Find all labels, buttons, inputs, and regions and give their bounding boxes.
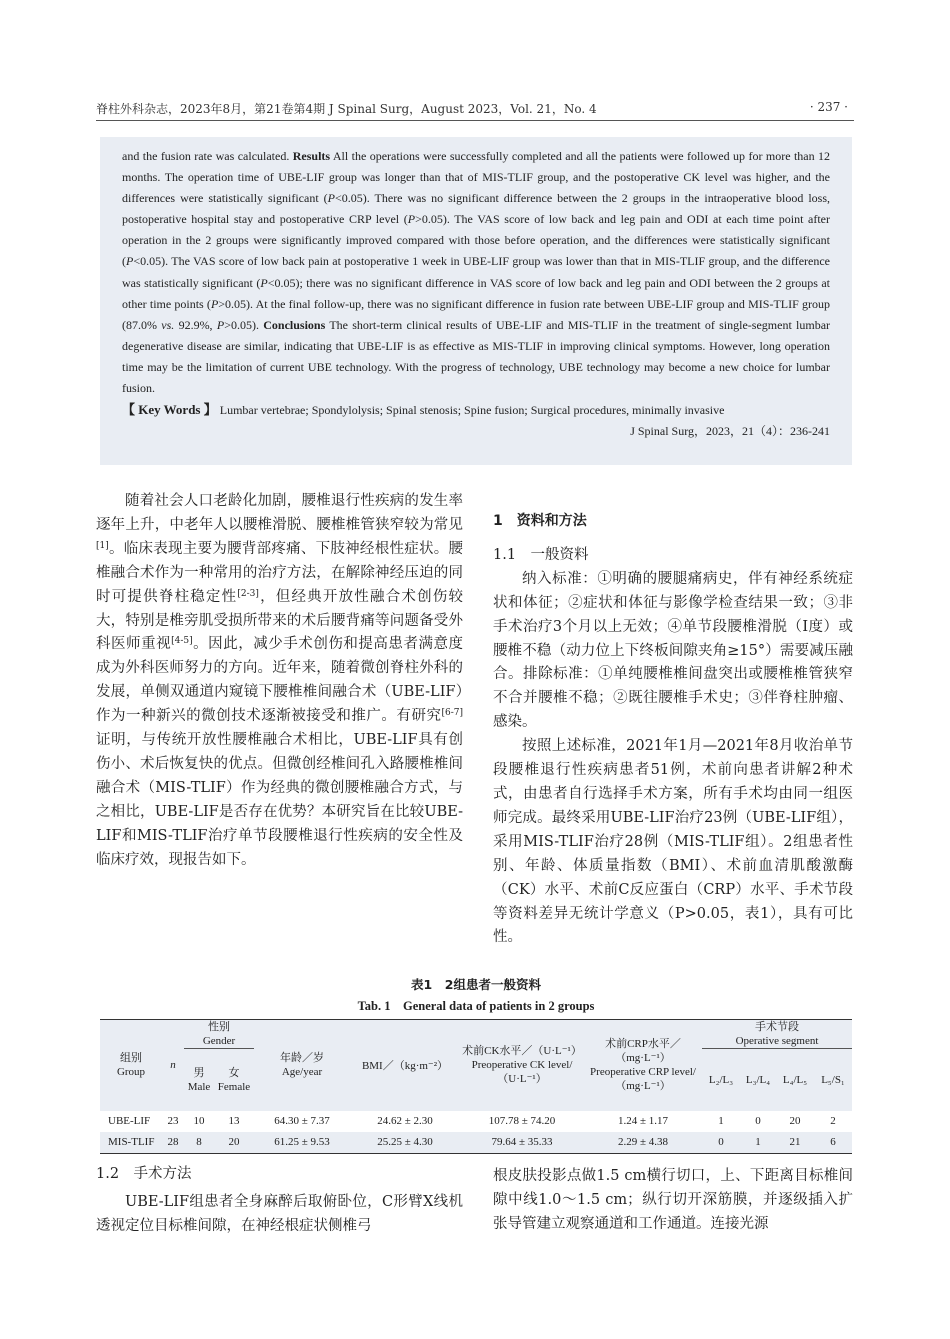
surgery-paragraph-continued: 根皮肤投影点做1.5 cm横行切口，上、下距离目标椎间隙中线1.0～1.5 cm；纵行切开深筋膜，并逐级插入扩张导管建立观察通道和工作通道。连接光源 bbox=[493, 1168, 853, 1232]
header-text: 术前CRP水平／（mg·L⁻¹） bbox=[605, 1038, 681, 1065]
abstract-body bbox=[122, 146, 830, 399]
running-header bbox=[96, 96, 854, 121]
keywords-text: Lumbar vertebrae; Spondylolysis; Spinal stenosis; Spine fusion; Surgical procedures, minimally invasive bbox=[219, 403, 725, 418]
cell-seg: 0 bbox=[740, 1111, 776, 1132]
header-text: Operative segment bbox=[735, 1035, 819, 1047]
abstract-text: <0.05). The VAS score of low back pain at postoperative 1 week in UBE-LIF group was lower than that in MIS-TLIF group, and the difference was statistically significant ( bbox=[122, 254, 830, 290]
p-symbol: P bbox=[327, 191, 335, 206]
p-symbol: P bbox=[407, 212, 416, 227]
header-text: 女 bbox=[228, 1066, 240, 1079]
cell-crp: 1.24 ± 1.17 bbox=[584, 1111, 702, 1132]
cell-seg: 0 bbox=[702, 1132, 740, 1154]
section-1-1-title: 1.1 一般资料 bbox=[493, 546, 589, 563]
intro-paragraph bbox=[96, 490, 463, 873]
cell-n: 28 bbox=[162, 1132, 184, 1154]
cell-age: 64.30 ± 7.37 bbox=[254, 1111, 350, 1132]
patients-paragraph: 按照上述标准，2021年1月—2021年8月收治单节段腰椎退行性疾病患者51例，术前向患者讲解2种术式，由患者自行选择手术方案，所有手术均由同一组医师完成。最终采用UBE-LIF治疗23例（UBE-LIF组），采用MIS-TLIF治疗28例（MIS-TLIF组）。2组患者性别、年龄、体质量指数（BMI）、术前血清肌酸激酶（CK）水平、术前C反应蛋白（CRP）水平、手术节段等资料差异无统计学意义（P>0.05，表1），具有可比性。 bbox=[493, 738, 853, 946]
header-text: Gender bbox=[202, 1035, 236, 1047]
bottom-left-column bbox=[96, 1163, 463, 1239]
cell-male: 10 bbox=[184, 1111, 214, 1132]
header-segment bbox=[702, 1020, 852, 1049]
header-female bbox=[214, 1049, 254, 1111]
header-text: 组别 bbox=[120, 1052, 142, 1065]
cell-group: MIS-TLIF bbox=[100, 1132, 162, 1154]
reference-2[interactable]: [2-3] bbox=[237, 588, 259, 599]
cell-seg: 1 bbox=[702, 1111, 740, 1132]
intro-text: 。临床表现主要为腰背部疼痛、下肢神经根性症状。腰椎融合术作为一种常用的治疗方法，在解除神经压迫的同时可提供脊柱稳定性 bbox=[96, 540, 463, 605]
header-seg-l4l5: L₄/L₅ bbox=[776, 1049, 814, 1111]
abstract-text: and the fusion rate was calculated. bbox=[122, 149, 290, 163]
cell-bmi: 24.62 ± 2.30 bbox=[350, 1111, 460, 1132]
cell-seg: 6 bbox=[814, 1132, 852, 1154]
abstract-text: The short-term clinical results of UBE-LIF and MIS-TLIF in the treatment of single-segment lumbar degenerative disease are similar, indicating that UBE-LIF is as effective as MIS-TLIF in improving clinical symptoms. However, long operation time may be the limitation of current UBE technology. With the progress of technology, UBE technology may become a new choice for lumbar fusion. bbox=[122, 317, 831, 396]
header-text: （U·L⁻¹） bbox=[497, 1073, 547, 1086]
table-row bbox=[100, 1132, 852, 1154]
p-symbol: P bbox=[216, 317, 225, 332]
reference-1[interactable]: [1] bbox=[96, 540, 109, 551]
table-row bbox=[100, 1111, 852, 1132]
bottom-right-column bbox=[493, 1165, 853, 1237]
vs-text: vs. bbox=[161, 317, 175, 332]
table-1 bbox=[100, 1019, 852, 1154]
header-ck bbox=[460, 1020, 584, 1111]
header-text: 男 bbox=[193, 1066, 205, 1079]
surgery-paragraph: UBE-LIF组患者全身麻醉后取俯卧位，C形臂X线机透视定位目标椎间隙，在神经根症状侧椎弓 bbox=[96, 1193, 463, 1234]
table-caption-en: Tab. 1 General data of patients in 2 groups bbox=[357, 999, 595, 1013]
abstract-text: All the operations were successfully completed and all the patients were followed up for more than 12 months. The operation time of UBE-LIF group was longer than that of MIS-TLIF group, and the postoperative CK level was higher, and the differences were statistically significant ( bbox=[122, 149, 831, 206]
header-text: Male bbox=[187, 1080, 211, 1093]
header-text: 术前CK水平／（U·L⁻¹） bbox=[462, 1045, 582, 1058]
header-text: n bbox=[170, 1059, 176, 1072]
header-n bbox=[162, 1020, 184, 1111]
reference-4[interactable]: [6-7] bbox=[441, 708, 463, 719]
header-gender bbox=[184, 1020, 254, 1049]
intro-text: ，但经典开放性融合术创伤较大，特别是椎旁肌受损所带来的术后腰背痛等问题备受外科医师重视 bbox=[96, 588, 464, 653]
header-text: Preoperative CRP level/ bbox=[590, 1066, 696, 1079]
header-text: 年龄／岁 bbox=[280, 1052, 324, 1065]
conclusions-label: Conclusions bbox=[263, 317, 326, 332]
cell-seg: 21 bbox=[776, 1132, 814, 1154]
cell-female: 20 bbox=[214, 1132, 254, 1154]
p-symbol: P bbox=[260, 275, 268, 290]
header-group bbox=[100, 1020, 162, 1111]
header-crp bbox=[584, 1020, 702, 1111]
cell-seg: 1 bbox=[740, 1132, 776, 1154]
cell-female: 13 bbox=[214, 1111, 254, 1132]
header-seg-l3l4: L₃/L₄ bbox=[740, 1049, 776, 1111]
abstract-text: >0.05). The VAS score of low back and leg pain and ODI at each time point after operation in the 2 groups were significantly improved compared with those before operation, and the differences were statistically significant ( bbox=[122, 212, 831, 269]
p-symbol: P bbox=[126, 254, 134, 269]
journal-info: 脊柱外科杂志，2023年8月，第21卷第4期 J Spinal Surg，August 2023，Vol. 21，No. 4 bbox=[96, 102, 597, 116]
cell-n: 23 bbox=[162, 1111, 184, 1132]
section-1-2-title: 1.2 手术方法 bbox=[96, 1166, 192, 1182]
english-abstract bbox=[100, 137, 852, 465]
abstract-text: <0.05); there was no significant difference in VAS score of low back and leg pain and ODI between the 2 groups at other time points ( bbox=[122, 275, 830, 311]
abstract-text: 92.9%, bbox=[178, 317, 213, 332]
abstract-text: <0.05). There was no significant difference between the 2 groups in the intraoperative blood loss, postoperative hospital stay and postoperative CRP level ( bbox=[122, 191, 830, 227]
cell-group: UBE-LIF bbox=[100, 1111, 162, 1132]
header-male bbox=[184, 1049, 214, 1111]
abstract-text: >0.05). bbox=[224, 317, 259, 332]
page-number: · 237 · bbox=[809, 100, 848, 114]
table-caption-zh: 表1 2组患者一般资料 bbox=[411, 977, 541, 992]
section-1-title: 1 资料和方法 bbox=[493, 513, 587, 529]
header-bmi: BMI／（kg·m⁻²） bbox=[350, 1020, 460, 1111]
cell-male: 8 bbox=[184, 1132, 214, 1154]
header-seg-l5s1: L₅/S₁ bbox=[814, 1049, 852, 1111]
cell-seg: 2 bbox=[814, 1111, 852, 1132]
cell-ck: 107.78 ± 74.20 bbox=[460, 1111, 584, 1132]
reference-3[interactable]: [4-5] bbox=[171, 636, 193, 647]
cell-age: 61.25 ± 9.53 bbox=[254, 1132, 350, 1154]
citation: J Spinal Surg，2023，21（4）：236-241 bbox=[630, 424, 830, 439]
header-text: Preoperative CK level/ bbox=[471, 1059, 573, 1072]
header-text: Female bbox=[217, 1080, 251, 1093]
header-text: Age/year bbox=[281, 1066, 323, 1079]
cell-bmi: 25.25 ± 4.30 bbox=[350, 1132, 460, 1154]
cell-crp: 2.29 ± 4.38 bbox=[584, 1132, 702, 1154]
header-text: 手术节段 bbox=[755, 1021, 799, 1033]
abstract-text: >0.05). At the final follow-up, there was no significant difference in fusion rate between UBE-LIF group and MIS-TLIF group (87.0% bbox=[122, 296, 830, 332]
intro-text: 随着社会人口老龄化加剧，腰椎退行性疾病的发生率逐年上升，中老年人以腰椎滑脱、腰椎椎管狭窄较为常见 bbox=[96, 493, 463, 533]
results-label: Results bbox=[292, 149, 331, 163]
p-symbol: P bbox=[210, 296, 219, 311]
criteria-paragraph: 纳入标准：①明确的腰腿痛病史，伴有神经系统症状和体征；②症状和体征与影像学检查结果一致；③非手术治疗3个月以上无效；④单节段腰椎滑脱（Ⅰ度）或腰椎不稳（动力位上下终板间隙夹角≥15°）需要减压融合。排除标准：①单纯腰椎椎间盘突出或腰椎椎管狭窄不合并腰椎不稳；②既往腰椎手术史；③伴脊柱肿瘤、感染。 bbox=[493, 570, 853, 731]
right-column bbox=[493, 510, 853, 950]
cell-ck: 79.64 ± 35.33 bbox=[460, 1132, 584, 1154]
header-seg-l2l3: L₂/L₃ bbox=[702, 1049, 740, 1111]
intro-text: 。因此，减少手术创伤和提高患者满意度成为外科医师努力的方向。近年来，随着微创脊柱外科的发展，单侧双通道内窥镜下腰椎椎间融合术（UBE-LIF）作为一种新兴的微创技术逐渐被接受和推广。有研究 bbox=[96, 636, 464, 725]
header-text: （mg·L⁻¹） bbox=[615, 1080, 671, 1093]
cell-seg: 20 bbox=[776, 1111, 814, 1132]
header-age bbox=[254, 1020, 350, 1111]
left-column bbox=[96, 490, 463, 873]
keywords-line bbox=[122, 399, 830, 421]
header-text: Group bbox=[116, 1066, 146, 1079]
intro-text: 证明，与传统开放性腰椎融合术相比，UBE-LIF具有创伤小、术后恢复快的优点。但微创经椎间孔入路腰椎椎间融合术（MIS-TLIF）作为经典的微创腰椎融合方式，与之相比，UBE-LIF是否存在优势？本研究旨在比较UBE-LIF和MIS-TLIF治疗单节段腰椎退行性疾病的安全性及临床疗效，现报告如下。 bbox=[96, 732, 463, 868]
keywords-label: 【 Key Words 】 bbox=[122, 402, 217, 418]
header-text: 性别 bbox=[208, 1021, 230, 1033]
